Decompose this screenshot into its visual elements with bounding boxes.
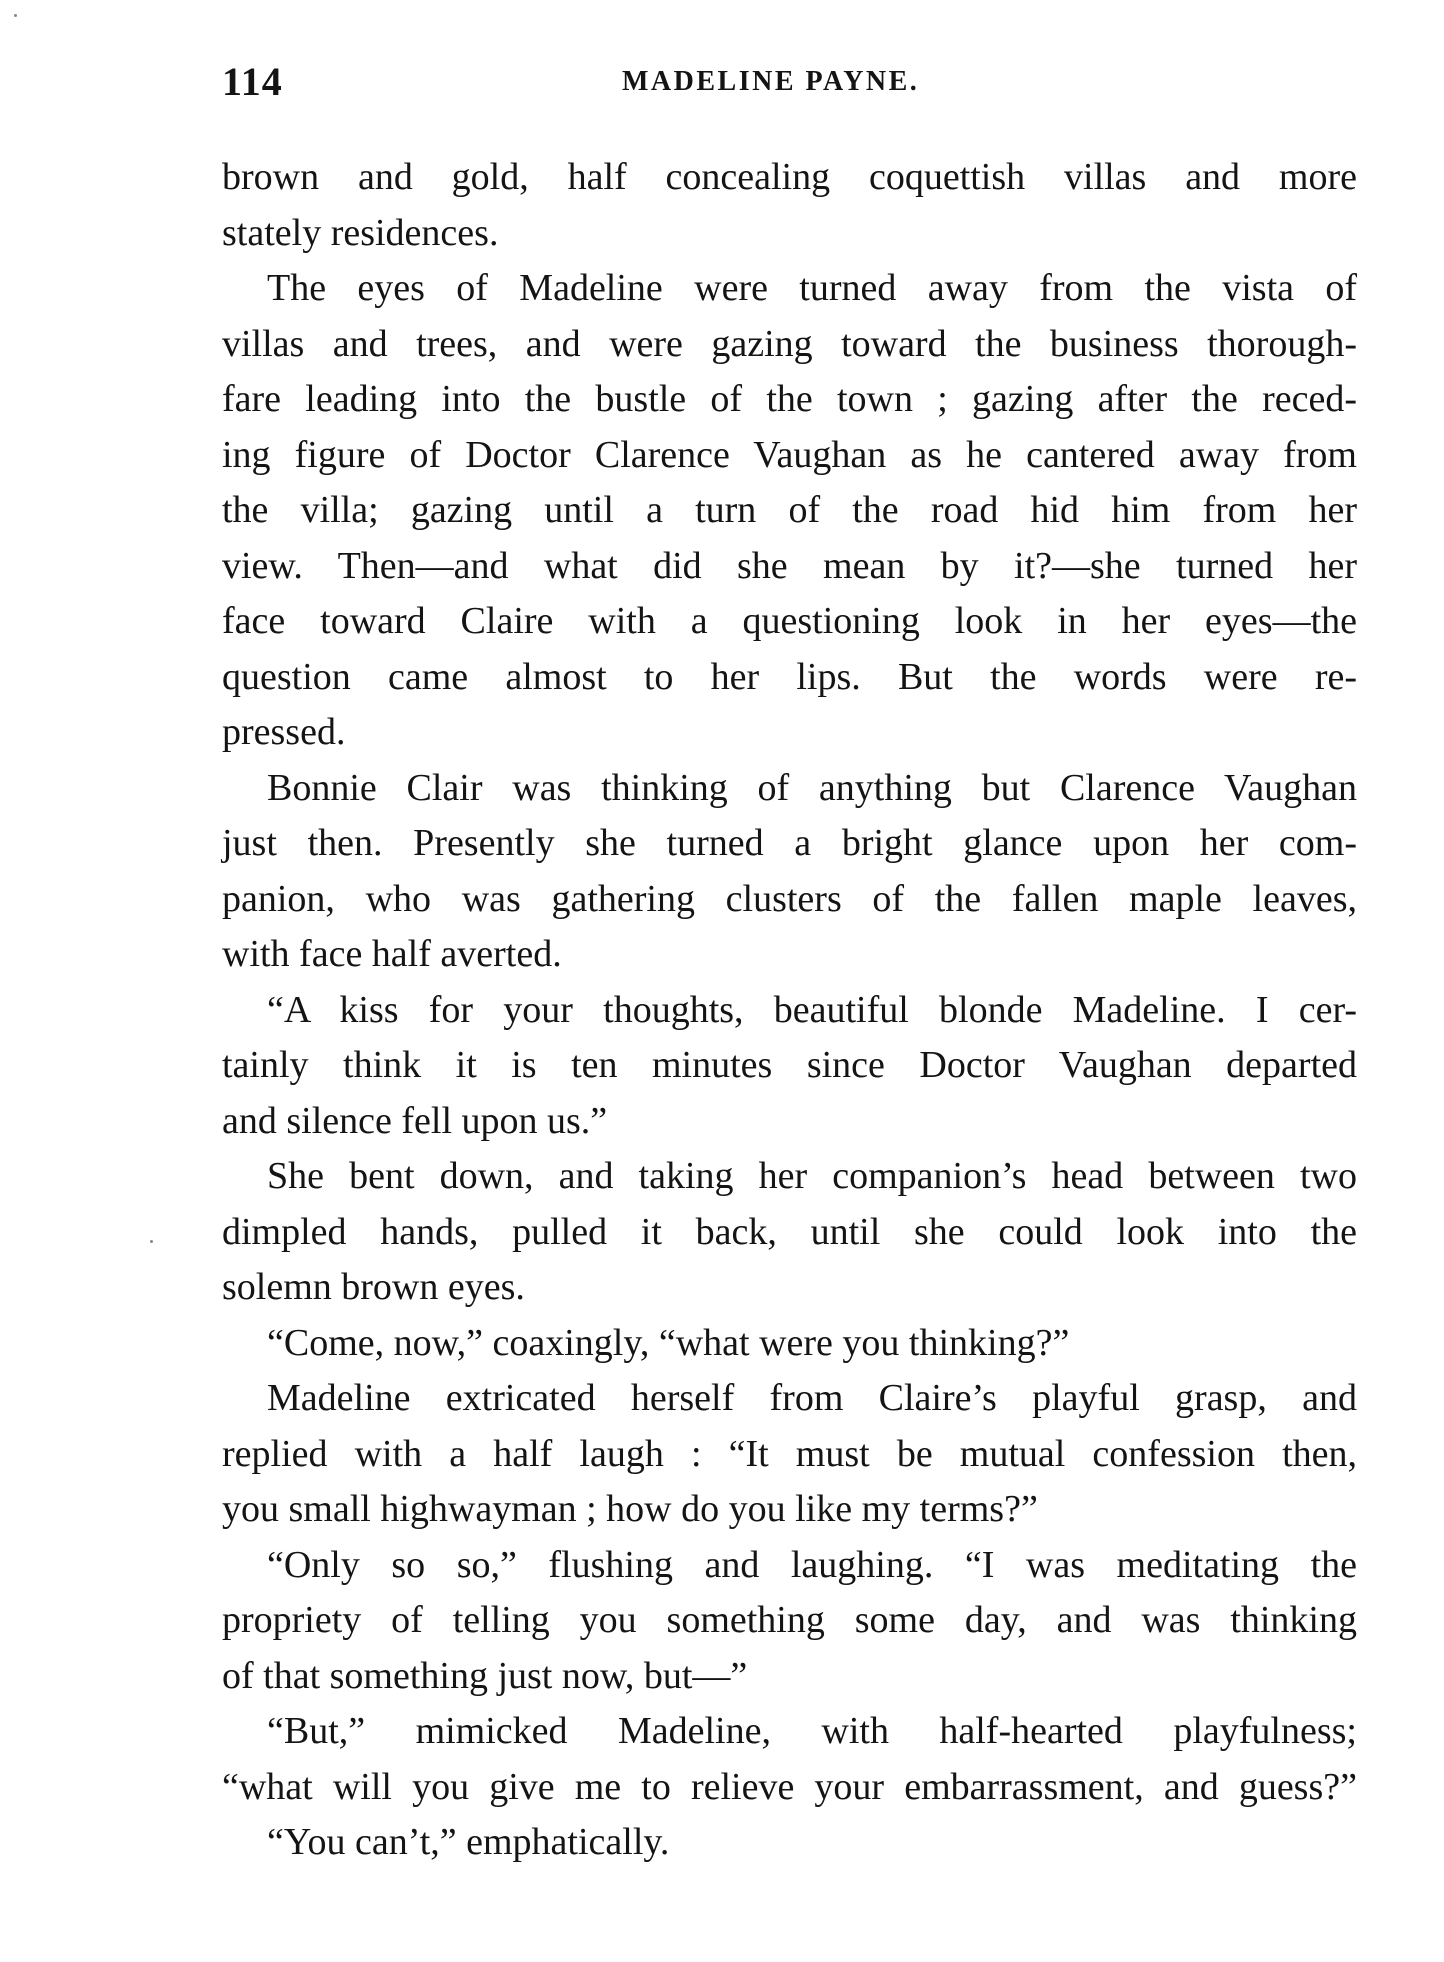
text-line: “Only so so,” flushing and laughing. “I was meditating the [267,1543,1357,1586]
text-line: solemn brown eyes. [222,1266,525,1308]
text-line: and silence fell upon us.” [222,1099,608,1142]
text-line: replied with a half laugh : “It must be mutual confession then, [222,1432,1357,1475]
text-line: villas and trees, and were gazing toward the business thorough- [222,322,1357,365]
scan-speck [14,14,17,17]
text-line: Bonnie Clair was thinking of anything but Clarence Vaughan [267,766,1357,809]
text-line: question came almost to her lips. But the words were re- [222,655,1357,698]
text-line: Madeline extricated herself from Claire’s playful grasp, and [267,1377,1357,1419]
text-line: just then. Presently she turned a bright glance upon her com- [222,822,1357,864]
text-line: “But,” mimicked Madeline, with half-hearted playfulness; [267,1710,1357,1752]
text-line: “A kiss for your thoughts, beautiful blonde Madeline. I cer- [267,988,1357,1031]
text-line: “Come, now,” coaxingly, “what were you thinking?” [267,1321,1070,1364]
text-line: panion, who was gathering clusters of the fallen maple leaves, [222,877,1357,920]
text-line: “You can’t,” emphatically. [267,1821,670,1863]
text-line: face toward Claire with a questioning look in her eyes—the [222,600,1357,642]
text-line: stately residences. [222,211,499,254]
text-line: you small highwayman ; how do you like my terms?” [222,1488,1038,1530]
body-text [222,150,1357,1871]
text-line: of that something just now, but—” [222,1654,748,1697]
text-line: the villa; gazing until a turn of the road hid him from her [222,489,1357,531]
text-line: propriety of telling you something some day, and was thinking [222,1599,1357,1641]
running-title: MADELINE PAYNE. [622,66,920,97]
text-line: fare leading into the bustle of the town ; gazing after the reced- [222,378,1357,420]
scan-speck [150,1240,153,1243]
text-line: with face half averted. [222,933,562,975]
text-line: pressed. [222,711,346,753]
text-line: The eyes of Madeline were turned away from the vista of [267,267,1357,309]
page-number: 114 [222,59,283,104]
text-line: view. Then—and what did she mean by it?—she turned her [222,544,1357,587]
running-head [222,58,1362,106]
text-line: ing figure of Doctor Clarence Vaughan as he cantered away from [222,433,1357,476]
text-line: “what will you give me to relieve your embarrassment, and guess?” [222,1765,1357,1808]
text-line: brown and gold, half concealing coquettish villas and more [222,156,1357,198]
text-line: tainly think it is ten minutes since Doctor Vaughan departed [222,1044,1357,1086]
text-line: dimpled hands, pulled it back, until she could look into the [222,1210,1357,1253]
text-line: She bent down, and taking her companion’s head between two [267,1155,1357,1197]
